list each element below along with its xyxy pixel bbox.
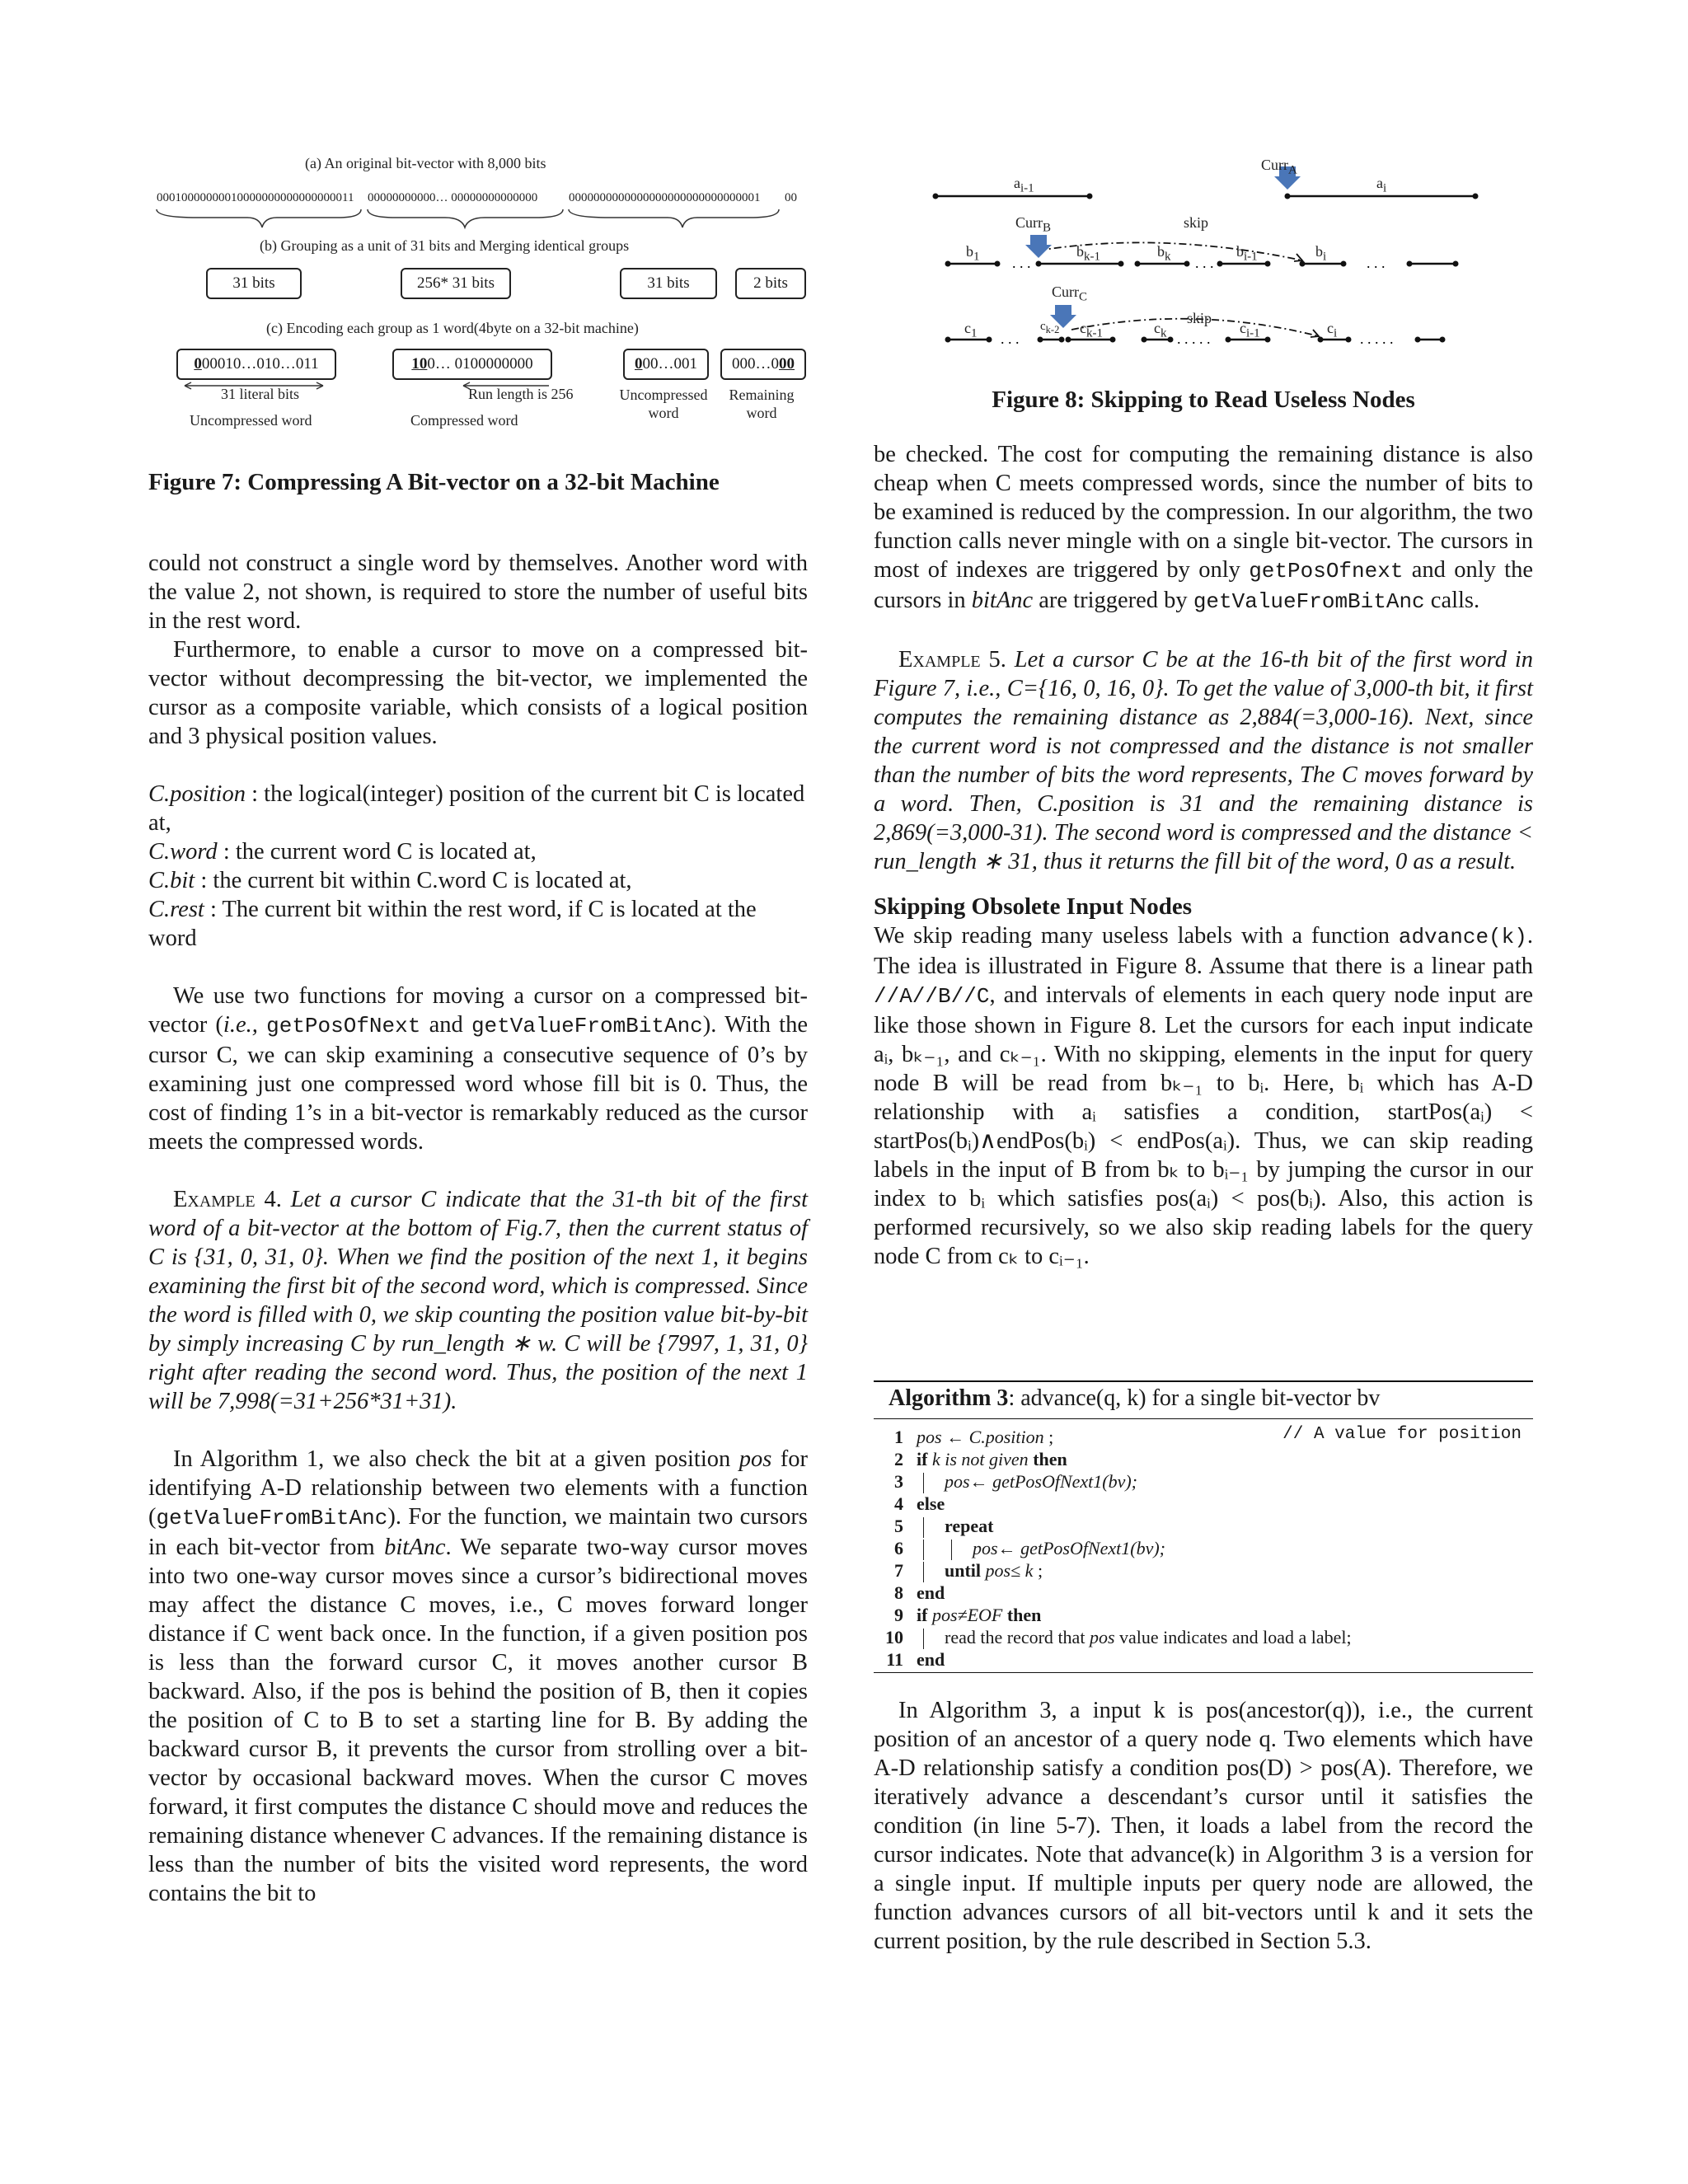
left-para-2: Furthermore, to enable a cursor to move on a compressed bit-vector without decompressing the bit-vector, we implemented the cursor as a composite variable, which consists of a logical position and 3 physical position values. xyxy=(148,637,808,749)
algorithm-line-code: end xyxy=(917,1649,945,1670)
algorithm-line-5 xyxy=(874,1516,1533,1538)
svg-text:. . .: . . . xyxy=(1367,255,1386,271)
def-word: C.word : the current word C is located at, xyxy=(148,839,537,865)
fig8-label-bk1: $b_{k-1}$ xyxy=(1076,243,1100,264)
algorithm-line-3 xyxy=(874,1471,1533,1493)
algorithm-line-number: 5 xyxy=(894,1516,903,1536)
fig7-braces xyxy=(148,206,808,239)
algorithm-line-code: if k is not given then xyxy=(917,1449,1067,1469)
right-para-2: We skip reading many useless labels with a function advance(k). The idea is illustrated in Figure 8. Assume that there is a linear path //A//B//C, and intervals of elements in each query node input are like those shown in Figure 8. Let the cursors for each input indicate aᵢ, bₖ₋₁, and cₖ₋₁. With no skipping, elements in the input for query node B will be read from bₖ₋₁ to bᵢ. Here, bᵢ which has A-D relationship with aᵢ satisfies a condition, startPos(aᵢ) < startPos(bᵢ)∧endPos(bᵢ) < endPos(aᵢ). Thus, we can skip reading labels in the input of B from bₖ to bᵢ₋₁ by jumping the cursor in our index to bᵢ which satisfies pos(aᵢ) < pos(bᵢ). Also, this action is performed recursively, so we also skip reading labels for the query node C from cₖ to cᵢ₋₁. xyxy=(874,923,1533,1269)
algorithm-line-7 xyxy=(874,1560,1533,1582)
algorithm-line-2 xyxy=(874,1449,1533,1471)
fig7-word4-bits: 000…0 xyxy=(732,355,779,373)
algorithm-indent-bar xyxy=(951,1540,952,1560)
algorithm-3-comment: // A value for position xyxy=(1282,1425,1522,1444)
fig7-word2-bits: 0… 0100000000 xyxy=(427,355,533,373)
algorithm-line-number: 7 xyxy=(894,1560,903,1581)
algorithm-line-number: 8 xyxy=(894,1582,903,1603)
fig7-box-b1: 31 bits xyxy=(206,268,302,299)
fig7-title-a: (a) An original bit-vector with 8,000 bits xyxy=(305,155,546,171)
fig8-label-bk: $b_k$ xyxy=(1157,243,1171,264)
fig7-label-uncomp1: Uncompressed word xyxy=(190,412,312,429)
algorithm-line-number: 11 xyxy=(886,1649,903,1670)
algorithm-line-code: pos ← C.position ; xyxy=(917,1427,1054,1447)
algorithm-line-code: pos← getPosOfNext1(bv); xyxy=(973,1538,1165,1558)
fig7-label-comp: Compressed word xyxy=(410,412,518,429)
algorithm-line-number: 4 xyxy=(894,1493,903,1514)
left-para-4: In Algorithm 1, we also check the bit at a given position pos for identifying A-D relationship between two elements with a function (getValueFromBitAnc). For the function, we maintain two cursors in each bit-vector from bitAnc. We separate two-way cursor moves into two one-way cursor moves since a cursor’s bidirectional moves may affect the distance C moves, i.e., C moves forward longer distance if C went back once. In the function, if a given position pos is less than the forward cursor C, it moves another cursor B backward. Also, if the pos is behind the position of B, then it copies the position of C to B to set a starting line for B. By adding the backward cursor B, it prevents the cursor from strolling over a bit-vector by occasional backward moves. When the cursor C moves forward, it first computes the distance C should move and reduces the remaining distance whenever C advances. If the remaining distance is less than the number of bits the visited word represents, the word contains the bit to xyxy=(148,1446,808,1906)
svg-text:. . .: . . . xyxy=(1195,255,1214,271)
fig8-label-currB: Curr$_B$ xyxy=(1015,214,1052,235)
fig7-word3-flag: 0 xyxy=(635,355,643,373)
algorithm-line-number: 3 xyxy=(894,1471,903,1492)
algorithm-indent-bar xyxy=(923,1540,924,1560)
example-5: Example 5. Let a cursor C be at the 16-th bit of the first word in Figure 7, i.e., C={16, 0, 16, 0}. To get the value of 3,000-th bit, it first computes the remaining distance as 2,884(=3,000-16). Next, since the current word is not compressed and the distance is not smaller than the number of bits the word represents, The C moves forward by a word. Then, C.position is 31 and the remaining distance is 2,869(=3,000-31). The second word is compressed and the distance < run_length ∗ 31, thus it returns the fill bit of the word, 0 as a result. xyxy=(874,647,1533,874)
fig7-title-c: (c) Encoding each group as 1 word(4byte on a 32-bit machine) xyxy=(266,320,639,336)
fig7-word4 xyxy=(720,349,806,380)
algorithm-line-code: repeat xyxy=(945,1516,994,1536)
fig7-word4-tail: 00 xyxy=(779,355,795,373)
fig8-label-ai1: $a_{i-1}$ xyxy=(1014,175,1034,195)
algorithm-line-code: until pos≤ k ; xyxy=(945,1560,1043,1581)
fig8-label-skip1: skip xyxy=(1184,214,1209,231)
svg-text:. . . . .: . . . . . xyxy=(1177,330,1211,347)
fig7-label-runlength: Run length is 256 xyxy=(468,386,574,402)
fig7-bits-a2: 00000000000… 00000000000000 xyxy=(368,191,538,204)
section-heading-skipping: Skipping Obsolete Input Nodes xyxy=(874,893,1192,920)
algorithm-line-number: 10 xyxy=(885,1627,903,1647)
fig8-label-currC: Curr$_C$ xyxy=(1052,284,1088,304)
fig7-word2-flag: 10 xyxy=(411,355,428,373)
algorithm-line-10 xyxy=(874,1627,1533,1649)
fig7-label-uncomp2: Uncompressed word xyxy=(619,387,708,421)
def-bit: C.bit : the current bit within C.word C is located at, xyxy=(148,868,632,893)
fig8-label-bi1: $b_{i-1}$ xyxy=(1236,243,1258,264)
algorithm-line-code: if pos≠EOF then xyxy=(917,1605,1042,1625)
fig7-word1-bits: 00010…010…011 xyxy=(201,355,319,373)
algorithm-line-number: 6 xyxy=(894,1538,903,1558)
right-para-1: be checked. The cost for computing the remaining distance is also cheap when C meets compressed words, since the number of bits to be examined is reduced by the compression. In our algorithm, the two function calls never mingle with on a single bit-vector. The cursors in most of indexes are triggered by only getPosOfnext and only the cursors in bitAnc are triggered by getValueFromBitAnc calls. xyxy=(874,442,1533,614)
svg-text:. . .: . . . xyxy=(1012,255,1031,271)
right-column xyxy=(874,440,1533,1271)
algorithm-line-11 xyxy=(874,1649,1533,1671)
algorithm-3-title: Algorithm 3: advance(q, k) for a single bit-vector bv xyxy=(889,1385,1381,1411)
algorithm-line-4 xyxy=(874,1493,1533,1516)
left-para-1: could not construct a single word by themselves. Another word with the value 2, not shown, is required to store the number of useful bits in the rest word. xyxy=(148,551,808,634)
fig8-label-c1: $c_1$ xyxy=(964,320,978,340)
fig7-bits-a3: 0000000000000000000000000000001 xyxy=(569,191,761,204)
fig8-label-skip2: skip xyxy=(1187,310,1212,326)
svg-text:. . . . .: . . . . . xyxy=(1360,330,1394,347)
fig8-label-ck: $c_k$ xyxy=(1154,320,1167,340)
algorithm-line-6 xyxy=(874,1538,1533,1560)
fig7-bits-a1: 00010000000010000000000000000011 xyxy=(157,191,354,204)
fig7-word1 xyxy=(176,349,336,380)
fig8-label-b1: $b_1$ xyxy=(966,243,980,264)
fig7-box-b4: 2 bits xyxy=(735,268,806,299)
left-para-3: We use two functions for moving a cursor on a compressed bit-vector (i.e., getPosOfNext and getValueFromBitAnc). With the cursor C, we can skip examining a consecutive sequence of 0’s by examining just one compressed word whose fill bit is 0. Thus, the cost of finding 1’s in a bit-vector is remarkably reduced as the cursor meets the compressed words. xyxy=(148,983,809,1155)
algorithm-3 xyxy=(874,1380,1533,1685)
algorithm-line-number: 2 xyxy=(894,1449,903,1469)
fig8-caption: Figure 8: Skipping to Read Useless Nodes xyxy=(992,387,1415,413)
algorithm-line-code: end xyxy=(917,1582,945,1603)
fig8-label-bi: $b_i$ xyxy=(1315,243,1327,264)
fig7-word3-bits: 00…001 xyxy=(642,355,697,373)
algorithm-indent-bar xyxy=(923,1517,924,1538)
fig8-label-ck2: $c_{k-2}$ xyxy=(1040,320,1060,335)
fig7-caption: Figure 7: Compressing A Bit-vector on a 32-bit Machine xyxy=(148,469,720,495)
fig7-label-literal: 31 literal bits xyxy=(221,386,299,402)
fig7-word1-flag: 0 xyxy=(194,355,202,373)
fig7-title-b: (b) Grouping as a unit of 31 bits and Merging identical groups xyxy=(260,237,630,254)
fig7-box-b3: 31 bits xyxy=(620,268,717,299)
svg-text:. . .: . . . xyxy=(1001,330,1020,347)
algorithm-line-9 xyxy=(874,1605,1533,1627)
fig8-label-ci: $c_i$ xyxy=(1327,320,1338,340)
algorithm-line-code: read the record that pos value indicates and load a label; xyxy=(945,1627,1352,1647)
figure-7 xyxy=(148,148,808,445)
algorithm-line-number: 1 xyxy=(894,1427,903,1447)
fig7-label-remaining: Remaining word xyxy=(729,387,795,421)
algorithm-line-8 xyxy=(874,1582,1533,1605)
algorithm-line-code: else xyxy=(917,1493,945,1514)
fig8-label-currA: Curr$_A$ xyxy=(1261,157,1297,177)
fig7-word2 xyxy=(392,349,552,380)
fig7-box-b2: 256* 31 bits xyxy=(401,268,511,299)
right-para-3: In Algorithm 3, a input k is pos(ancestor(q)), i.e., the current position of an ancestor of a query node q. Two elements which have A-D relationship satisfy a condition pos(D) > pos(A). Therefore, we iteratively advance a descendant’s cursor until it satisfies the condition (in line 5-7). Then, it loads a label from the record the cursor indicates. Note that advance(k) in Algorithm 3 is a version for a single input. If multiple inputs per query node are allowed, the function advances cursors of all bit-vectors until k and it sets the current position, by the rule described in Section 5.3. xyxy=(874,1698,1533,1954)
algorithm-indent-bar xyxy=(923,1629,924,1649)
algorithm-indent-bar xyxy=(923,1562,924,1582)
fig8-label-ai: $a_i$ xyxy=(1376,175,1387,195)
example-4: Example 4. Let a cursor C indicate that the 31-th bit of the first word of a bit-vector at the bottom of Fig.7, then the current status of C is {31, 0, 31, 0}. When we find the position of the next 1, it begins examining the first bit of the second word, which is compressed. Since the word is filled with 0, we skip counting the position value bit-by-bit by simply increasing C by run_length ∗ w. C will be {7997, 1, 31, 0} right after reading the second word. Thus, the position of the next 1 will be 7,998(=31+256*31+31). xyxy=(148,1187,808,1414)
figure-8 xyxy=(915,148,1492,354)
fig8-label-ci1: $c_{i-1}$ xyxy=(1240,320,1260,340)
left-column xyxy=(148,549,808,1908)
def-rest: C.rest : The current bit within the rest word, if C is located at the word xyxy=(148,897,757,951)
fig7-word3 xyxy=(623,349,709,380)
algorithm-line-number: 9 xyxy=(894,1605,903,1625)
algorithm-line-code: pos← getPosOfNext1(bv); xyxy=(945,1471,1137,1492)
def-position: C.position : the logical(integer) position of the current bit C is located at, xyxy=(148,781,805,836)
fig8-label-ck1: $c_{k-1}$ xyxy=(1080,320,1103,340)
fig7-bits-a4: 00 xyxy=(785,191,797,204)
algorithm-indent-bar xyxy=(923,1473,924,1493)
